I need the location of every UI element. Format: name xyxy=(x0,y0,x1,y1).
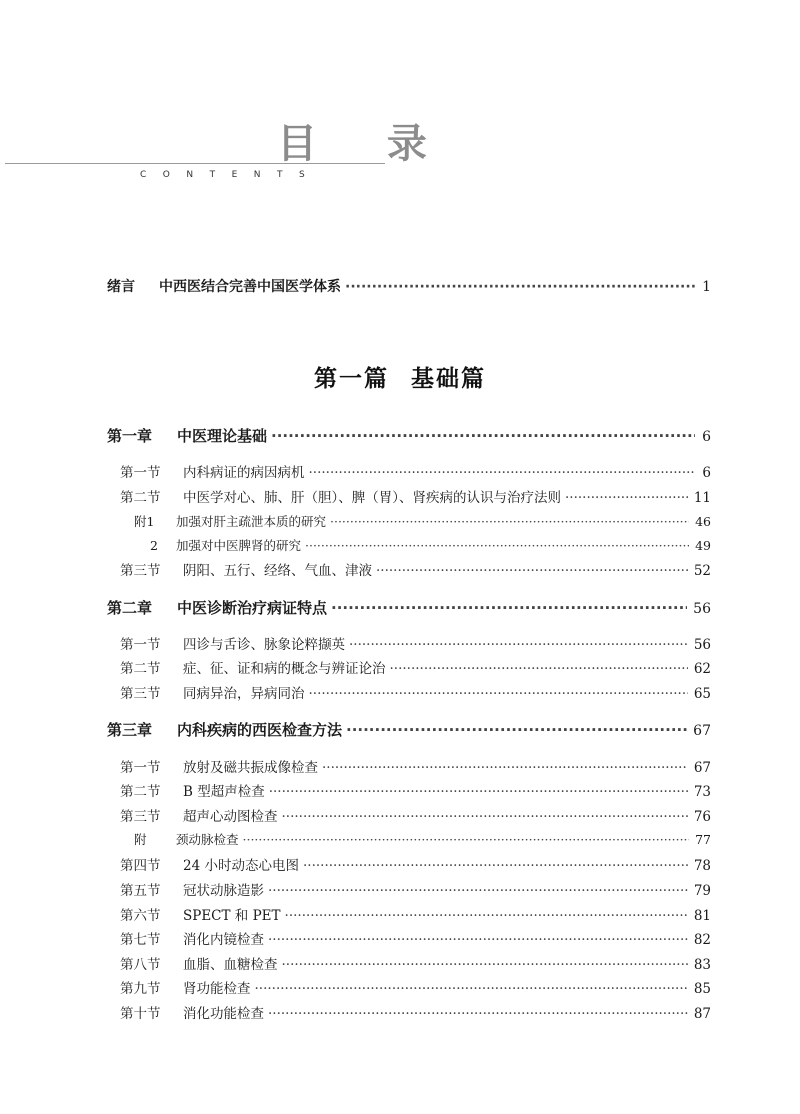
toc-section[interactable] xyxy=(120,928,711,948)
entry-number: 绪言 xyxy=(107,279,135,295)
toc-chapter[interactable] xyxy=(107,425,711,446)
entry-number: 第三节 xyxy=(120,686,161,702)
entry-page: 56 xyxy=(693,637,711,653)
entry-page: 83 xyxy=(693,957,711,973)
entry-page: 79 xyxy=(693,883,711,899)
entry-page: 67 xyxy=(693,723,711,739)
leader-dots xyxy=(271,427,695,445)
entry-page: 65 xyxy=(693,686,711,702)
entry-number: 第三节 xyxy=(120,809,161,825)
toc-section[interactable] xyxy=(120,854,711,874)
entry-page: 78 xyxy=(693,858,711,874)
entry-page: 76 xyxy=(693,809,711,825)
leader-dots xyxy=(345,279,695,295)
toc-section[interactable] xyxy=(120,805,711,825)
toc-section[interactable] xyxy=(120,559,711,579)
page-title: 目 录 xyxy=(277,120,455,167)
entry-title: 加强对中医脾肾的研究 xyxy=(176,538,302,553)
entry-number: 第二节 xyxy=(120,490,161,506)
entry-page: 67 xyxy=(693,760,711,776)
title-rule xyxy=(5,163,385,164)
entry-title: 加强对肝主疏泄本质的研究 xyxy=(176,514,327,529)
leader-dots xyxy=(282,957,688,973)
toc-section[interactable] xyxy=(120,1002,711,1022)
entry-page: 52 xyxy=(693,563,711,579)
part-number: 第一篇 xyxy=(314,365,389,392)
toc-section[interactable] xyxy=(120,780,711,800)
toc-entry-intro[interactable] xyxy=(107,276,711,296)
toc-section[interactable] xyxy=(120,633,711,653)
toc-section[interactable] xyxy=(120,682,711,702)
entry-title: 症、征、证和病的概念与辨证论治 xyxy=(183,661,386,677)
entry-page: 6 xyxy=(702,465,711,481)
leader-dots xyxy=(390,661,688,677)
leader-dots xyxy=(349,637,688,653)
entry-page: 81 xyxy=(693,908,711,924)
entry-title: 中医诊断治疗病证特点 xyxy=(177,599,328,617)
entry-number: 第八节 xyxy=(120,957,161,973)
entry-page: 62 xyxy=(693,661,711,677)
entry-number: 2 xyxy=(150,538,158,553)
entry-page: 87 xyxy=(693,1006,711,1022)
entry-number: 第二节 xyxy=(120,784,161,800)
entry-title: 消化功能检查 xyxy=(183,1006,264,1022)
entry-number: 第五节 xyxy=(120,883,161,899)
entry-number: 第二节 xyxy=(120,661,161,677)
toc-section[interactable] xyxy=(120,977,711,997)
toc-appendix[interactable] xyxy=(134,536,711,554)
entry-number: 附 xyxy=(134,832,147,847)
entry-page: 46 xyxy=(695,514,711,529)
leader-dots xyxy=(305,538,689,553)
entry-number: 第三节 xyxy=(120,563,161,579)
entry-page: 49 xyxy=(695,538,711,553)
entry-number: 第一章 xyxy=(107,427,153,445)
entry-title: 中医学对心、肺、肝（胆）、脾（胃）、肾疾病的认识与治疗法则 xyxy=(183,490,561,506)
entry-title: 放射及磁共振成像检查 xyxy=(183,760,318,776)
toc-section[interactable] xyxy=(120,904,711,924)
entry-title: 肾功能检查 xyxy=(183,981,251,997)
page-subtitle: CONTENTS xyxy=(140,170,322,180)
toc-appendix[interactable] xyxy=(134,512,711,530)
leader-dots xyxy=(285,908,688,924)
toc-section[interactable] xyxy=(120,486,711,506)
entry-number: 第七节 xyxy=(120,932,161,948)
entry-number: 第一节 xyxy=(120,465,161,481)
entry-page: 1 xyxy=(702,279,711,295)
entry-number: 第九节 xyxy=(120,981,161,997)
leader-dots xyxy=(565,490,688,506)
toc-chapter[interactable] xyxy=(107,719,711,740)
entry-page: 73 xyxy=(693,784,711,800)
leader-dots xyxy=(330,514,689,529)
leader-dots xyxy=(346,721,687,739)
entry-title: SPECT 和 PET xyxy=(183,908,281,924)
leader-dots xyxy=(282,809,688,825)
leader-dots xyxy=(268,932,688,948)
entry-title: 同病异治，异病同治 xyxy=(183,686,305,702)
leader-dots xyxy=(269,784,688,800)
entry-title: 阴阳、五行、经络、气血、津液 xyxy=(183,563,372,579)
entry-number: 第四节 xyxy=(120,858,161,874)
entry-title: 超声心动图检查 xyxy=(183,809,278,825)
toc-section[interactable] xyxy=(120,461,711,481)
entry-number: 第一节 xyxy=(120,637,161,653)
entry-number: 附1 xyxy=(134,514,155,529)
entry-title: 24 小时动态心电图 xyxy=(183,858,299,874)
leader-dots xyxy=(243,832,690,847)
leader-dots xyxy=(322,760,688,776)
entry-page: 11 xyxy=(693,490,711,506)
entry-title: 颈动脉检查 xyxy=(176,832,239,847)
entry-page: 77 xyxy=(695,832,711,847)
entry-page: 85 xyxy=(693,981,711,997)
leader-dots xyxy=(309,686,688,702)
leader-dots xyxy=(331,599,687,617)
entry-title: 内科病证的病因病机 xyxy=(183,465,305,481)
toc-section[interactable] xyxy=(120,756,711,776)
entry-title: 中西医结合完善中国医学体系 xyxy=(159,279,341,295)
part-name: 基础篇 xyxy=(411,365,486,392)
entry-page: 6 xyxy=(702,429,711,445)
entry-number: 第十节 xyxy=(120,1006,161,1022)
leader-dots xyxy=(255,981,688,997)
entry-title: B 型超声检查 xyxy=(183,784,265,800)
entry-number: 第一节 xyxy=(120,760,161,776)
entry-title: 血脂、血糖检查 xyxy=(183,957,278,973)
leader-dots xyxy=(309,465,696,481)
entry-number: 第二章 xyxy=(107,599,153,617)
entry-title: 内科疾病的西医检查方法 xyxy=(177,721,343,739)
leader-dots xyxy=(268,1006,688,1022)
toc-chapter[interactable] xyxy=(107,597,711,618)
entry-number: 第三章 xyxy=(107,721,153,739)
toc-section[interactable] xyxy=(120,657,711,677)
part-heading xyxy=(0,360,800,393)
entry-title: 四诊与舌诊、脉象论粹撷英 xyxy=(183,637,345,653)
toc-appendix[interactable] xyxy=(134,830,711,848)
entry-title: 消化内镜检查 xyxy=(183,932,264,948)
toc-section[interactable] xyxy=(120,879,711,899)
entry-page: 56 xyxy=(693,601,711,617)
entry-title: 中医理论基础 xyxy=(177,427,268,445)
leader-dots xyxy=(303,858,688,874)
entry-title: 冠状动脉造影 xyxy=(183,883,264,899)
entry-page: 82 xyxy=(693,932,711,948)
leader-dots xyxy=(268,883,688,899)
entry-number: 第六节 xyxy=(120,908,161,924)
leader-dots xyxy=(376,563,688,579)
toc-section[interactable] xyxy=(120,953,711,973)
